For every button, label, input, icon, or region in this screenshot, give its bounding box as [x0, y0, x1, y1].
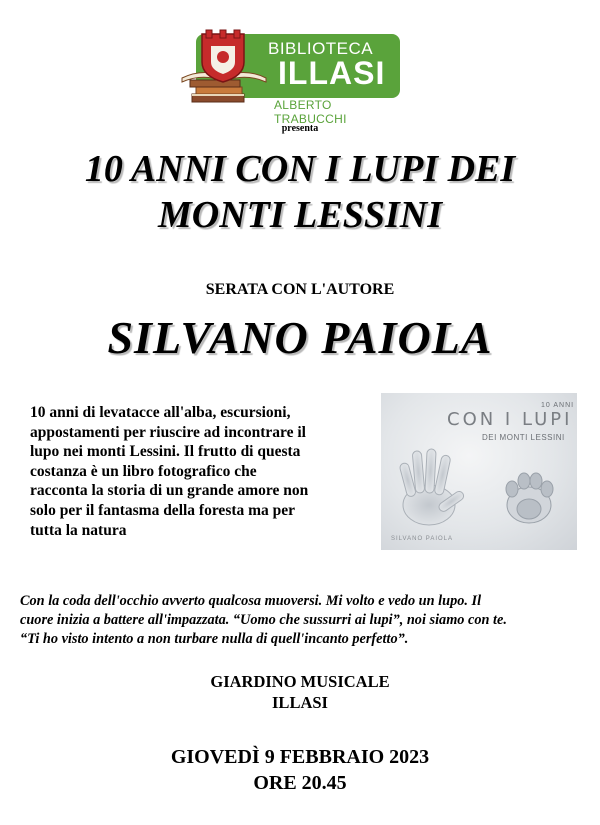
description-line: appostamenti per riuscire ad incontrare il: [30, 423, 306, 441]
library-logo: [178, 28, 400, 126]
cover-text-10-anni: 10 ANNI: [541, 402, 575, 409]
presenta-label: presenta: [281, 123, 319, 134]
logo-text-illasi: ILLASI: [278, 55, 386, 91]
cover-text-con-i-lupi: CON I LUPI: [447, 409, 573, 430]
cover-text-dei-monti-lessini: DEI MONTI LESSINI: [482, 433, 565, 442]
description-line: racconta la storia di un grande amore non: [30, 482, 309, 500]
crest-and-books-icon: [178, 28, 270, 114]
author-name: SILVANO PAIOLA: [107, 312, 493, 363]
event-title-line-1: 10 ANNI CON I LUPI DEI: [84, 148, 516, 190]
event-date: [0, 744, 600, 796]
description-line: 10 anni di levatacce all'alba, escursioni,: [30, 404, 291, 421]
event-venue: [0, 671, 600, 713]
cover-text-author: SILVANO PAIOLA: [391, 536, 454, 542]
event-subtitle: SERATA CON L'AUTORE: [205, 281, 395, 298]
event-date-line: GIOVEDÌ 9 FEBBRAIO 2023: [170, 746, 430, 768]
book-cover-image: [381, 393, 577, 550]
logo-text-alberto-trabucchi: ALBERTO TRABUCCHI: [274, 98, 347, 126]
event-title-line-2: MONTI LESSINI: [157, 194, 443, 236]
book-description: [30, 403, 360, 540]
quote-line: cuore inizia a battere all'impazzata. “Uomo che sussurri ai lupi”, noi siamo con te.: [20, 612, 507, 628]
description-line: solo per il fantasma della foresta ma per: [30, 501, 296, 519]
event-time-line: ORE 20.45: [253, 772, 347, 794]
quote-line: “Ti ho visto intento a non turbare nulla di quell'incanto perfetto”.: [20, 631, 409, 647]
description-line: costanza è un libro fotografico che: [30, 462, 257, 480]
venue-line-2: ILLASI: [272, 693, 328, 712]
logo-text-biblioteca: BIBLIOTECA: [268, 39, 374, 58]
event-title: [0, 146, 600, 238]
description-line: lupo nei monti Lessini. Il frutto di questa: [30, 443, 301, 461]
quote-line: Con la coda dell'occhio avverto qualcosa muoversi. Mi volto e vedo un lupo. Il: [20, 593, 482, 609]
book-quote: [20, 592, 582, 649]
venue-line-1: GIARDINO MUSICALE: [210, 672, 390, 691]
description-line: tutta la natura: [30, 521, 127, 539]
